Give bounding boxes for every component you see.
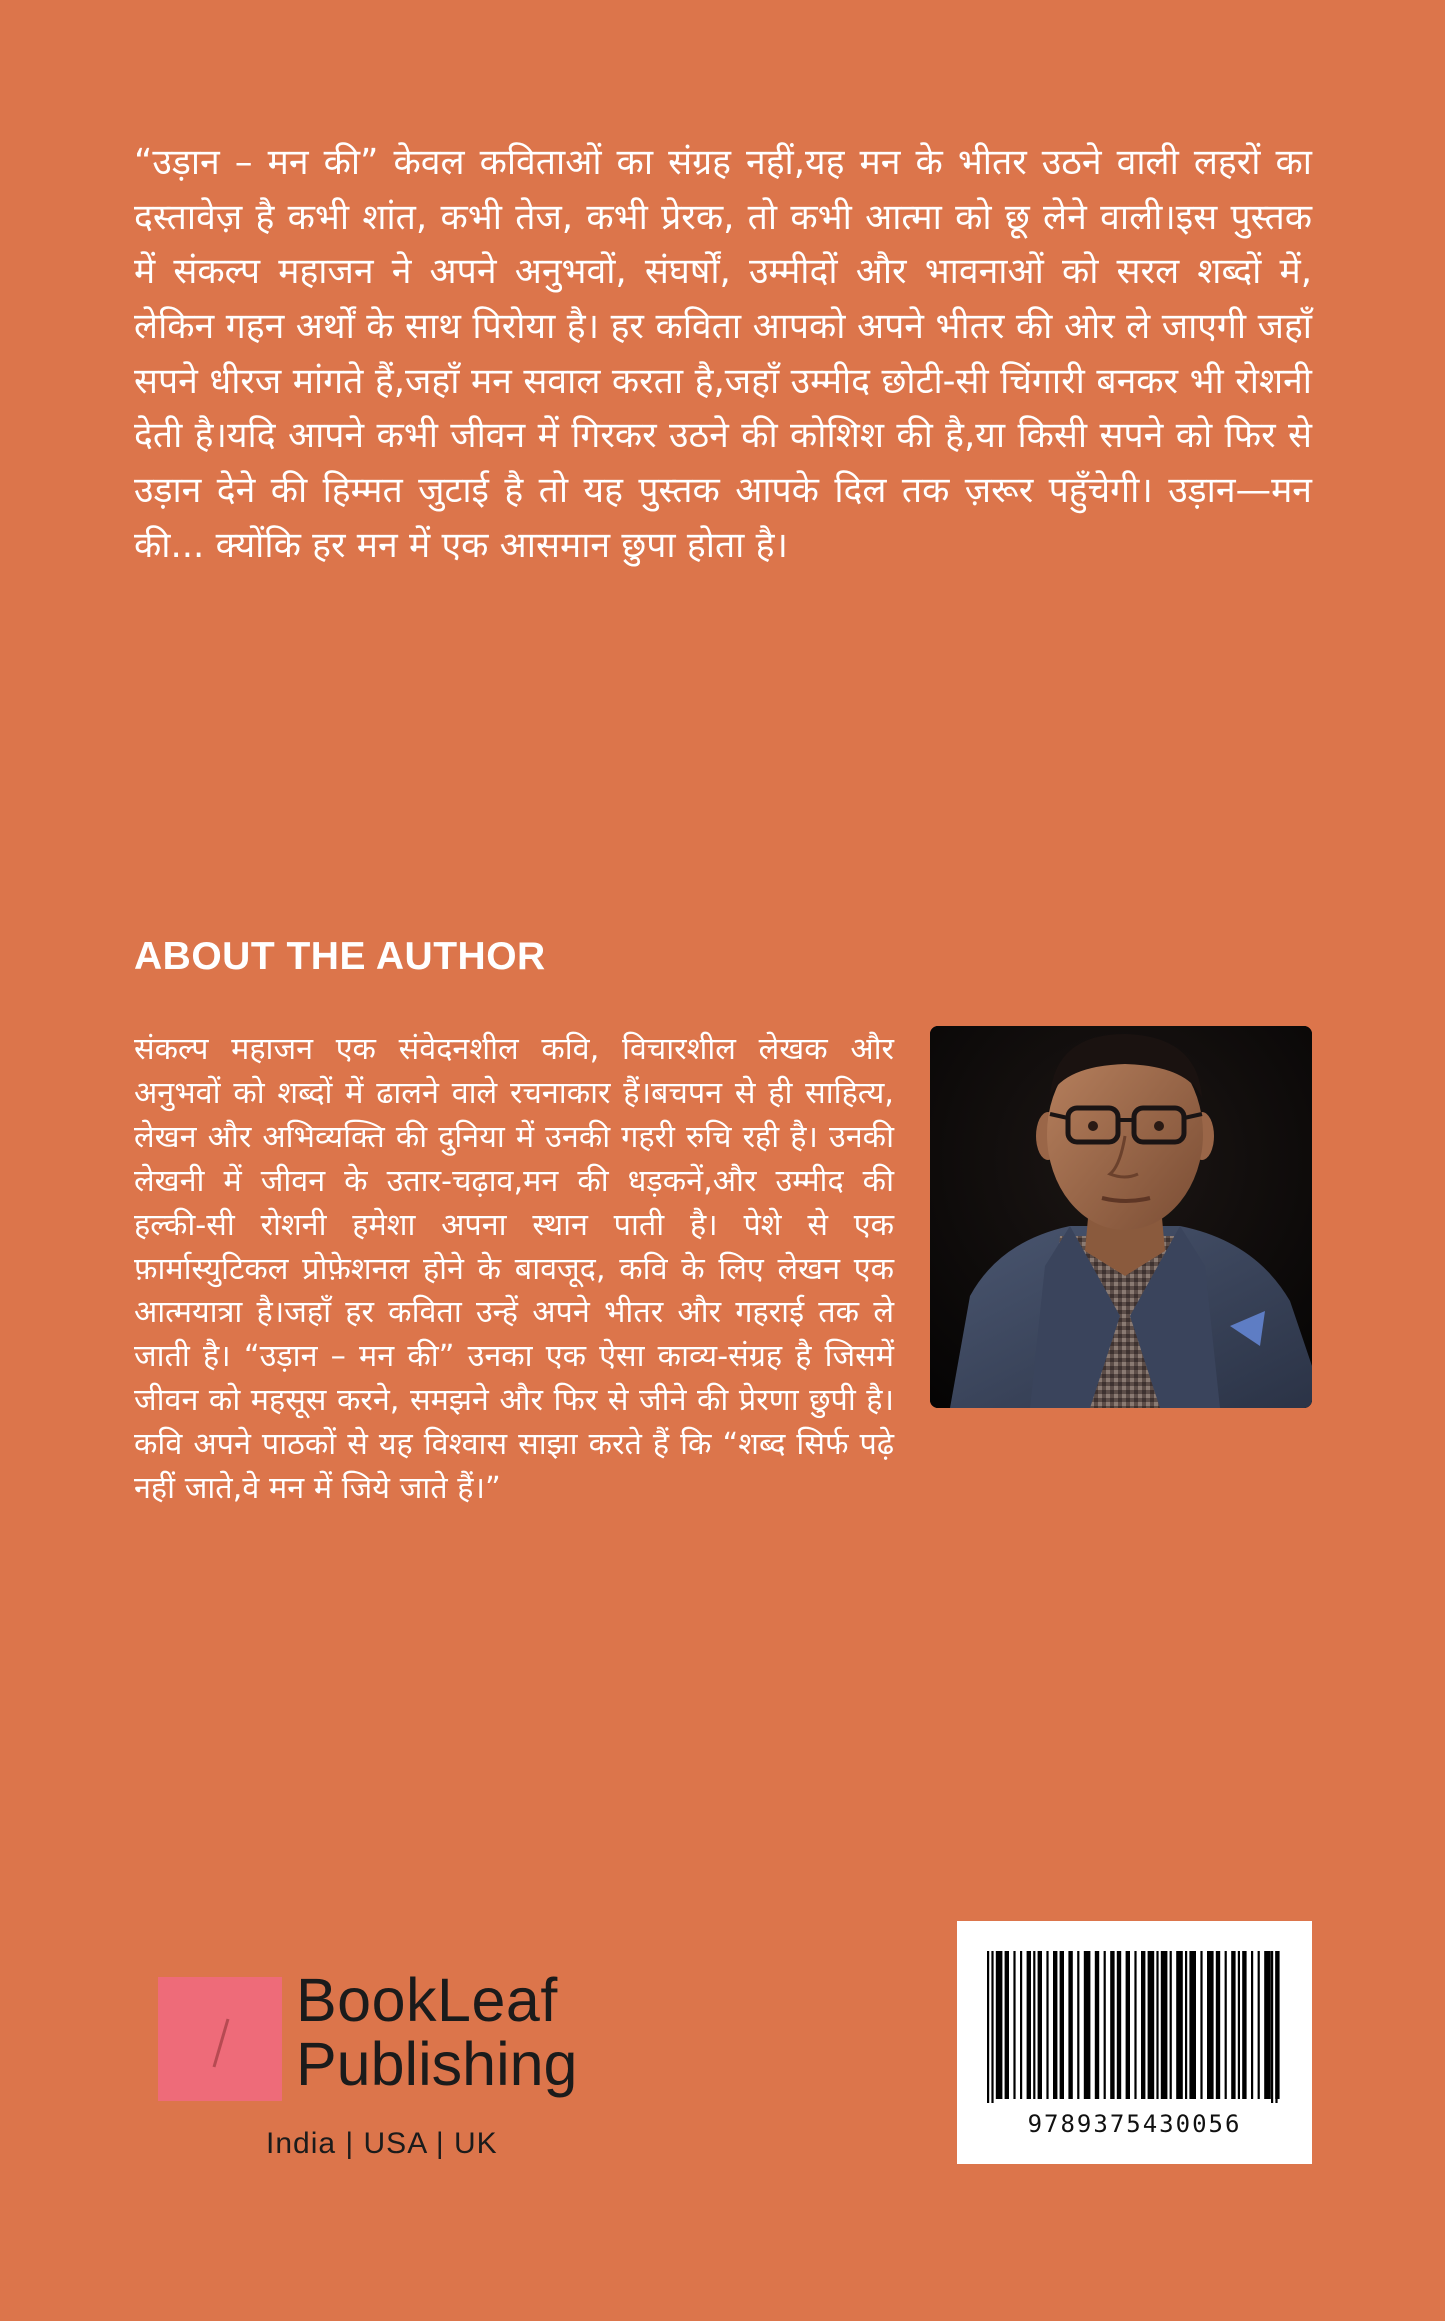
barcode-bar <box>1148 1951 1155 2099</box>
barcode-bar <box>1077 1951 1079 2099</box>
barcode-bar <box>1038 1951 1042 2099</box>
barcode-bar <box>1170 1951 1172 2099</box>
barcode-bar <box>1156 1951 1158 2099</box>
barcode-bar <box>1117 1951 1121 2099</box>
barcode-bar <box>1251 1951 1253 2099</box>
isbn-number: 9789375430056 <box>1027 2110 1242 2138</box>
barcode-bar <box>996 1951 1003 2099</box>
barcode-bar <box>1216 1951 1220 2099</box>
barcode-bar <box>1053 1951 1057 2099</box>
barcode-bar <box>1141 1951 1145 2099</box>
barcode-bar <box>1020 1951 1022 2099</box>
barcode-bar <box>1095 1951 1099 2099</box>
barcode-bar <box>1005 1951 1009 2099</box>
about-author-text: संकल्प महाजन एक संवेदनशील कवि, विचारशील लेखक और अनुभवों को शब्दों में ढालने वाले रचनाकार हैं।बचपन से ही साहित्य, लेखन और अभिव्यक्ति की दुनिया में उनकी गहरी रुचि रही है। उनकी लेखनी में जीवन के उतार-चढ़ाव,मन की धड़कनें,और उम्मीद की हल्की-सी रोशनी हमेशा अपना स्थान पाती है। पेशे से एक फ़ार्मास्युटिकल प्रोफ़ेशनल होने के बावजूद, कवि के लिए लेखन एक आत्मयात्रा है।जहाँ हर कविता उन्हें अपने भीतर और गहराई तक ले जाती है। “उड़ान – मन की” उनका एक ऐसा काव्य-संग्रह है जिसमें जीवन को महसूस करने, समझने और फिर से जीने की प्रेरणा छुपी है। कवि अपने पाठकों से यह विश्वास साझा करते हैं कि “शब्द सिर्फ पढ़े नहीं जाते,वे मन में जिये जाते हैं।” <box>134 1032 894 1507</box>
barcode-bar <box>1225 1951 1227 2099</box>
barcode-bar <box>1238 1951 1240 2099</box>
barcode-bar <box>1176 1951 1183 2099</box>
barcode-bar <box>1161 1951 1168 2099</box>
slash-icon <box>202 2013 242 2073</box>
about-author-heading: ABOUT THE AUTHOR <box>134 935 546 978</box>
barcode-bar <box>1264 1951 1271 2099</box>
publisher-name-line1: BookLeaf <box>296 1966 558 2034</box>
barcode-bar <box>1013 1951 1015 2099</box>
barcode-bar <box>1084 1951 1091 2099</box>
barcode-bar <box>1275 1951 1277 2103</box>
barcode-bars <box>987 1951 1282 2103</box>
barcode-bar <box>991 1951 993 2103</box>
isbn-barcode <box>957 1921 1312 2164</box>
publisher-logo <box>158 1966 618 2170</box>
barcode-bar <box>1189 1951 1196 2099</box>
bookleaf-logo-square <box>158 1977 282 2101</box>
barcode-bar <box>1060 1951 1064 2099</box>
barcode-bar <box>1185 1951 1187 2099</box>
barcode-bar <box>1033 1951 1035 2099</box>
barcode-bar <box>1046 1951 1048 2099</box>
publisher-name-line2: Publishing <box>296 2030 578 2098</box>
publisher-regions: India | USA | UK <box>266 2127 498 2160</box>
barcode-bar <box>1134 1951 1136 2099</box>
barcode-bar <box>1126 1951 1130 2099</box>
barcode-bar <box>1068 1951 1072 2099</box>
back-cover-blurb: “उड़ान – मन की” केवल कविताओं का संग्रह नहीं,यह मन के भीतर उठने वाली लहरों का दस्तावेज़ है कभी शांत, कभी तेज, कभी प्रेरक, तो कभी आत्मा को छू लेने वाली।इस पुस्तक में संकल्प महाजन ने अपने अनुभवों, संघर्षों, उम्मीदों और भावनाओं को सरल शब्दों में, लेकिन गहन अर्थों के साथ पिरोया है। हर कविता आपको अपने भीतर की ओर ले जाएगी जहाँ सपने धीरज मांगते हैं,जहाँ मन सवाल करता है,जहाँ उम्मीद छोटी-सी चिंगारी बनकर भी रोशनी देती है।यदि आपने कभी जीवन में गिरकर उठने की कोशिश की है,या किसी सपने को फिर से उड़ान देने की हिम्मत जुटाई है तो यह पुस्तक आपके दिल तक ज़रूर पहुँचेगी। उड़ान—मन की... क्योंकि हर मन में एक आसमान छुपा होता है। <box>134 142 1312 566</box>
barcode-bar <box>1207 1951 1214 2099</box>
author-photo <box>930 1026 1312 1408</box>
barcode-bar <box>1110 1951 1114 2099</box>
barcode-bar <box>1104 1951 1106 2099</box>
barcode-bar <box>1200 1951 1202 2099</box>
barcode-bar <box>1258 1951 1260 2099</box>
barcode-bar <box>1242 1951 1246 2099</box>
barcode-bar <box>1027 1951 1031 2099</box>
barcode-bar <box>1271 1951 1273 2103</box>
barcode-bar <box>987 1951 989 2103</box>
barcode-bar <box>1231 1951 1235 2099</box>
